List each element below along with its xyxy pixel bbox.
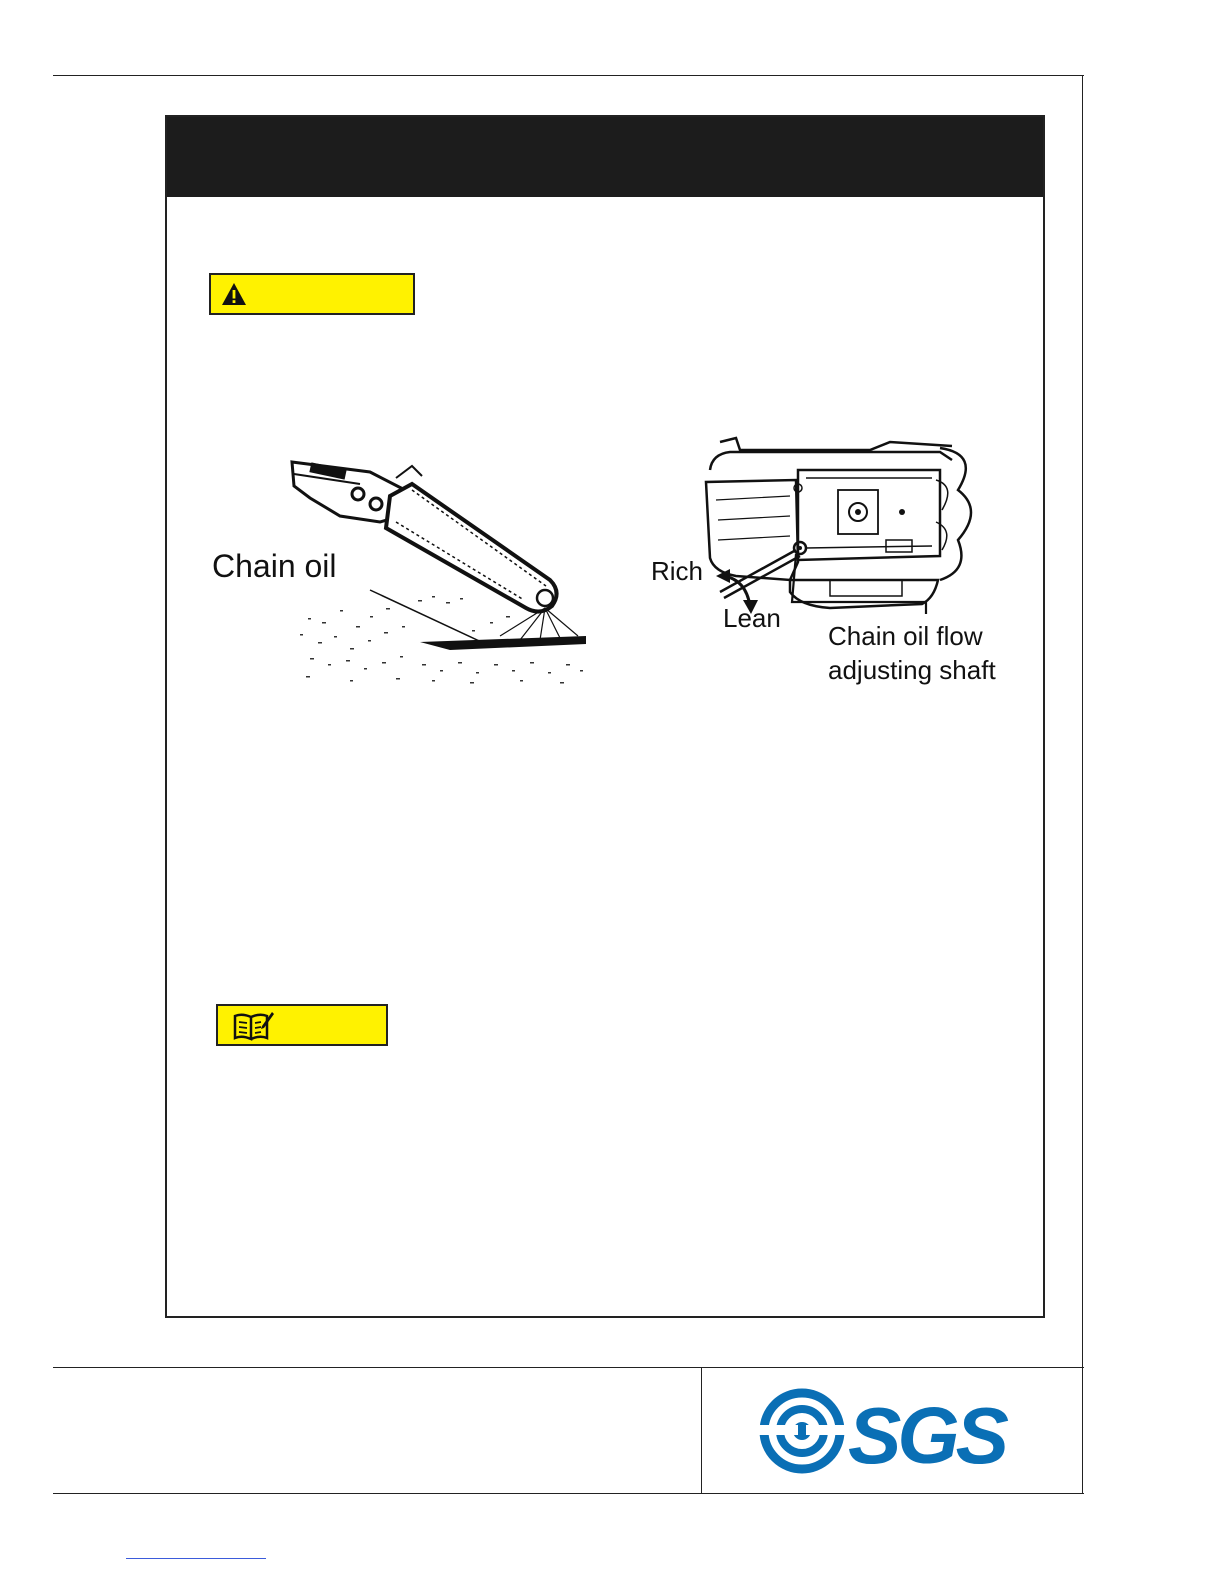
- adjusting-shaft-label-line2: adjusting shaft: [828, 655, 996, 685]
- page-frame-right-line: [1082, 75, 1083, 1494]
- svg-text:SGS: SGS: [848, 1391, 1005, 1477]
- manual-book-icon: [232, 1010, 274, 1042]
- footer-divider: [701, 1367, 702, 1493]
- lean-label: Lean: [723, 603, 781, 633]
- sgs-logo: [758, 1385, 1022, 1477]
- footer-link-underline: [126, 1558, 266, 1559]
- page-frame-top-line: [53, 75, 1084, 76]
- footer-bottom-line: [53, 1493, 1084, 1494]
- adjusting-shaft-label: [828, 619, 996, 687]
- rich-label: Rich: [651, 556, 704, 586]
- note-badge: [216, 1004, 388, 1046]
- chain-oil-label: Chain oil: [212, 548, 337, 584]
- title-bar: [167, 117, 1043, 197]
- footer-top-line: [53, 1367, 1084, 1368]
- warning-triangle-icon: [221, 282, 247, 306]
- adjusting-shaft-label-line1: Chain oil flow: [828, 621, 983, 651]
- warning-badge: [209, 273, 415, 315]
